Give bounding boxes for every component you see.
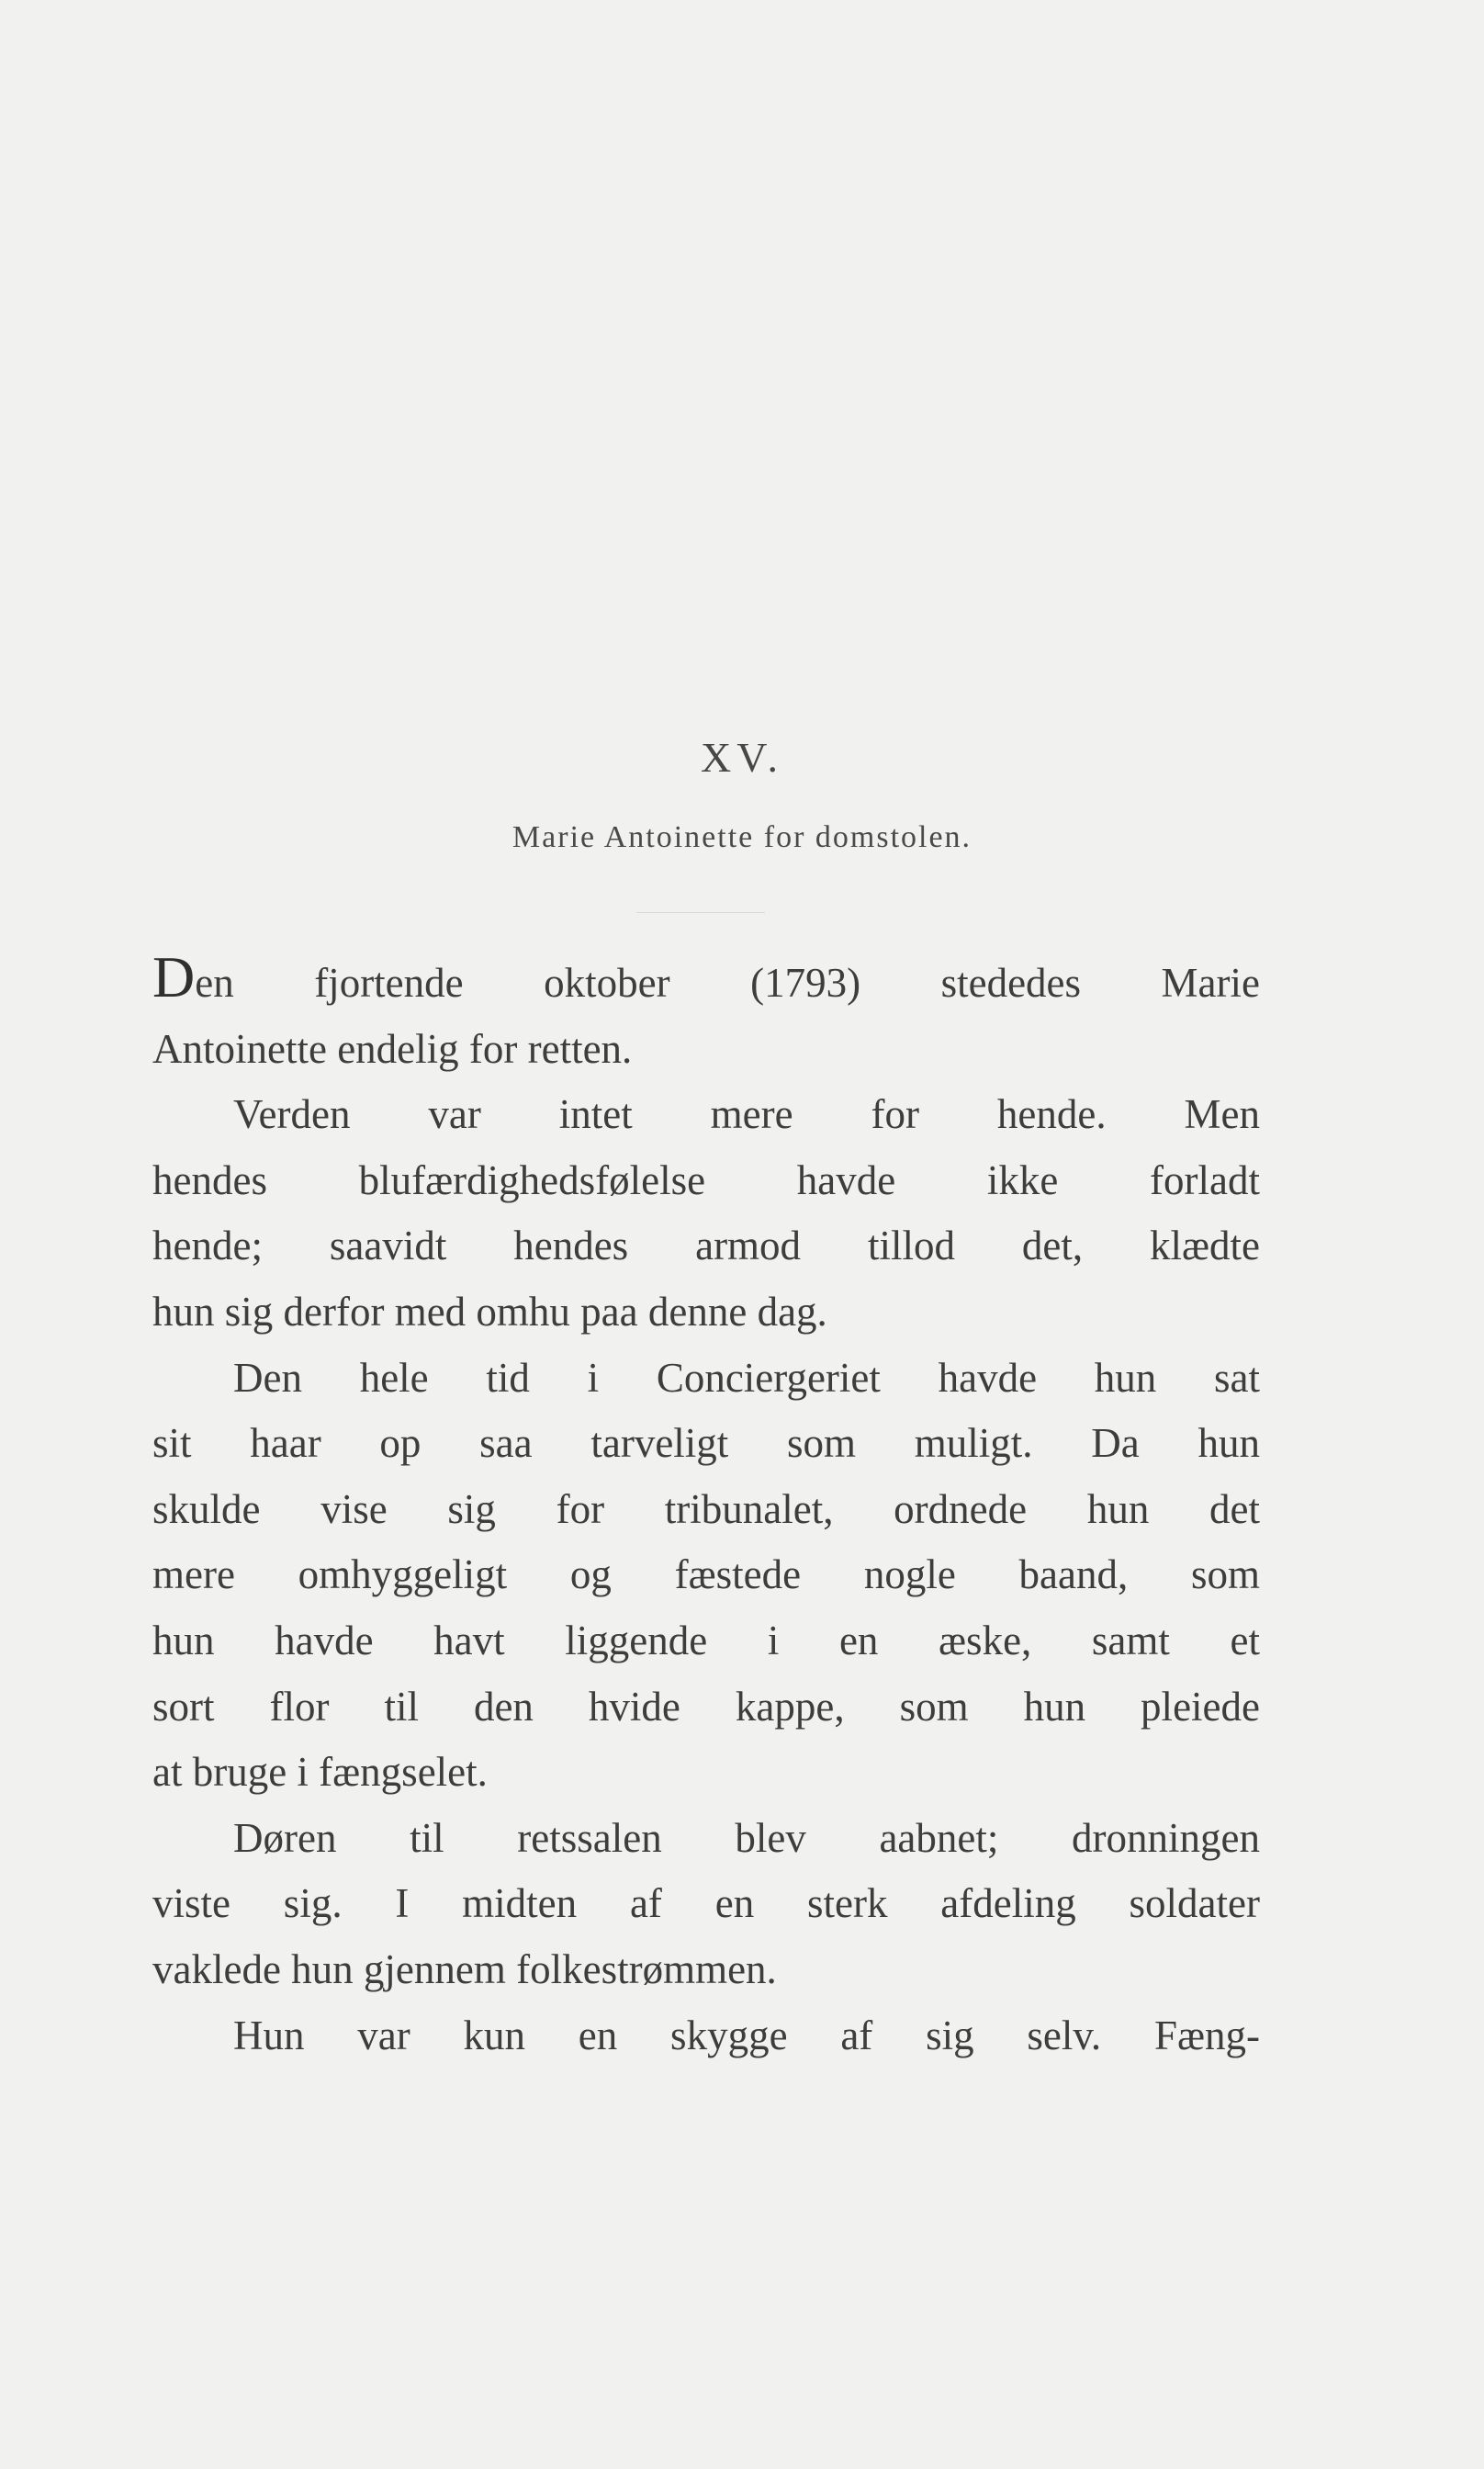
text-line: Den fjortende oktober (1793) stededes Marie: [152, 944, 1260, 1009]
text-line: sit haar op saa tarveligt som muligt. Da hun: [152, 1420, 1260, 1467]
text-line: vaklede hun gjennem folkestrømmen.: [152, 1945, 777, 1992]
drop-cap: D: [152, 944, 196, 1009]
text-line: skulde vise sig for tribunalet, ordnede hun det: [152, 1485, 1260, 1532]
paragraph: [152, 2003, 1260, 2069]
text-line: hendes blufærdighedsfølelse havde ikke forladt: [152, 1156, 1260, 1203]
text-line: hun sig derfor med omhu paa denne dag.: [152, 1288, 827, 1335]
text-line: at bruge i fængselet.: [152, 1749, 488, 1796]
paragraph: [152, 944, 1260, 1082]
chapter-number: XV.: [700, 734, 783, 781]
text-line: hun havde havt liggende i en æske, samt et: [152, 1617, 1260, 1663]
text-line: Antoinette endelig for retten.: [152, 1025, 633, 1072]
text-line: mere omhyggeligt og fæstede nogle baand, som: [152, 1551, 1260, 1598]
text-line: hende; saavidt hendes armod tillod det, klædte: [152, 1223, 1260, 1269]
paragraph: [152, 1346, 1260, 1806]
title-rule: [636, 912, 765, 913]
paragraph: [152, 1806, 1260, 2003]
body-text: [152, 944, 1260, 2069]
chapter-title: Marie Antoinette for domstolen.: [512, 820, 972, 854]
text-line: Døren til retssalen blev aabnet; dronningen: [233, 1814, 1260, 1861]
text-line: Hun var kun en skygge af sig selv. Fæng-: [233, 2012, 1260, 2058]
text-line: viste sig. I midten af en sterk afdeling soldater: [152, 1880, 1260, 1927]
text-line: sort flor til den hvide kappe, som hun pleiede: [152, 1683, 1260, 1730]
text-line: Den hele tid i Conciergeriet havde hun sat: [233, 1354, 1260, 1401]
text-line: Verden var intet mere for hende. Men: [233, 1091, 1260, 1138]
paragraph: [152, 1082, 1260, 1345]
